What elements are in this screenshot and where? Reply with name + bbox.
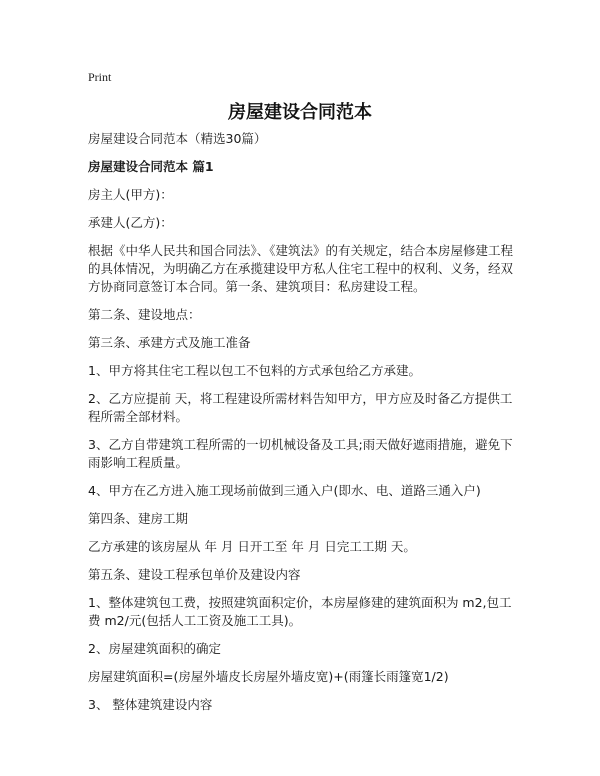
paragraph: 第二条、建设地点： <box>88 307 201 322</box>
paragraph: 1、甲方将其住宅工程以包工不包料的方式承包给乙方承建。 <box>88 363 421 378</box>
paragraph: 房屋建设合同范本（精选30篇） <box>88 131 267 146</box>
paragraph: 1、整体建筑包工费，按照建筑面积定价，本房屋修建的建筑面积为 m2,包工费 m2/元(包括人工工资及施工工具)。 <box>88 595 512 628</box>
print-link[interactable]: Print <box>88 70 112 84</box>
document-body <box>88 130 518 724</box>
paragraph: 房屋建筑面积=(房屋外墙皮长房屋外墙皮宽)+(雨篷长雨篷宽1/2) <box>88 669 449 684</box>
paragraph: 根据《中华人民共和国合同法》、《建筑法》的有关规定，结合本房屋修建工程的具体情况，为明确乙方在承揽建设甲方私人住宅工程中的权利、义务，经双方协商同意签订本合同。第一条、建筑项目：私房建设工程。 <box>88 243 514 294</box>
paragraph: 2、房屋建筑面积的确定 <box>88 641 221 656</box>
paragraph: 第四条、建房工期 <box>88 511 189 526</box>
paragraph: 承建人(乙方)： <box>88 215 173 230</box>
document-title: 房屋建设合同范本 <box>228 102 372 123</box>
paragraph: 乙方承建的该房屋从 年 月 日开工至 年 月 日完工工期 天。 <box>88 539 416 554</box>
paragraph: 第三条、承建方式及施工准备 <box>88 335 251 350</box>
paragraph: 房主人(甲方)： <box>88 187 173 202</box>
paragraph: 4、甲方在乙方进入施工现场前做到三通入户(即水、电、道路三通入户) <box>88 483 481 498</box>
paragraph: 2、乙方应提前 天，将工程建设所需材料告知甲方，甲方应及时备乙方提供工程所需全部材料。 <box>88 391 513 424</box>
paragraph: 3、乙方自带建筑工程所需的一切机械设备及工具;雨天做好遮雨措施，避免下雨影响工程质量。 <box>88 437 513 470</box>
paragraph: 第五条、建设工程承包单价及建设内容 <box>88 567 301 582</box>
section-heading: 房屋建设合同范本 篇1 <box>88 159 214 174</box>
paragraph: 3、 整体建筑建设内容 <box>88 697 213 712</box>
